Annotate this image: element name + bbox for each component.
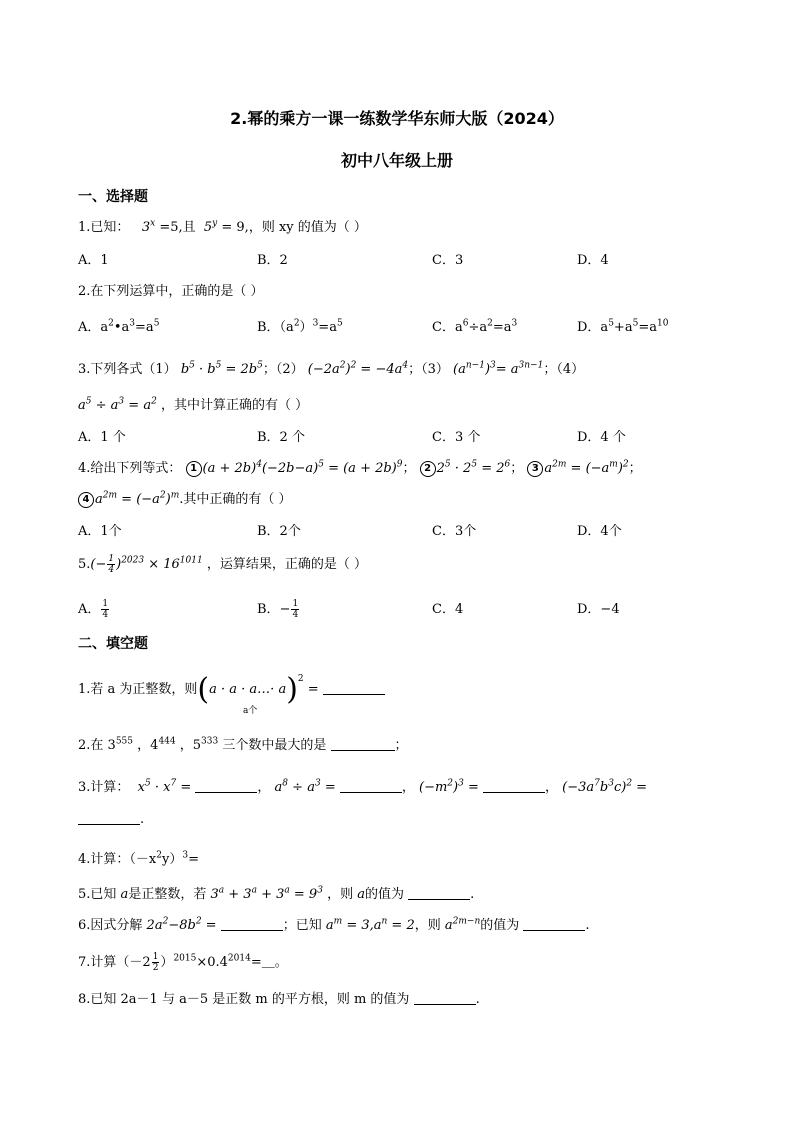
q1-option-b: B．2 [257, 253, 288, 268]
q1-lead: 1.已知： [78, 220, 130, 235]
q1-option-d: D．4 [577, 253, 609, 268]
q2-option-d: D．$a^5+a^5=a^{10}$ [577, 318, 669, 335]
q3-expr-3: $(a^{n-1})^3= a^{3n-1}$ [453, 360, 544, 377]
q1-text-b: =5,且 [159, 220, 196, 235]
q4-expr-1: $(a + 2b)^4(-2b-a)^5 = (a + 2b)^9$ [202, 459, 403, 476]
q5-expr: (− $\frac{1}{4}$ )$^{2023} \times 16^{1011}$ [90, 554, 203, 575]
circle-number-1: 1 [186, 461, 202, 477]
question-2: 2.在下列运算中，正确的是（ ） [78, 284, 264, 299]
f1-underbrace-label: a个 [243, 706, 258, 716]
q4-option-b: B．2个 [257, 524, 301, 539]
q1-base-5: 5 [203, 220, 213, 235]
f6-expr-1: $2a^2-8b^2$ = [146, 916, 217, 933]
q4-option-c: C．3个 [432, 524, 477, 539]
f3-expr-1: $x^5 \cdot x^7$ = [137, 778, 192, 795]
q5-option-a: A． $\frac{1}{4}$ [78, 599, 109, 620]
q2-option-b: B．$(a^2)^3=a^5$ [257, 318, 343, 335]
section-choice-heading: 一、选择题 [78, 189, 148, 205]
question-1 [78, 216, 367, 235]
q2-option-c: C．$a^6\div a^2=a^3$ [432, 318, 518, 335]
f3-expr-3: $(-m^2)^3$ = [419, 778, 479, 795]
q1-text-d: = 9,，则 [221, 220, 275, 235]
fill-question-1: 1.若 a 为正整数，则(a · a · a…· a)$^2$ = [78, 672, 385, 707]
f5-expr: $3^a + 3^a + 3^a = 9^3$ [210, 885, 323, 902]
q1-base-3: 3 [141, 220, 151, 235]
q4-expr-2: $2^5 \cdot 2^5 = 2^6$ [436, 459, 511, 476]
question-5: 5.(− $\frac{1}{4}$ )$^{2023} \times 16^{1011}$ ，运算结果，正确的是（ ） [78, 554, 367, 575]
answer-blank[interactable] [221, 918, 283, 931]
doc-title: 2.幂的乘方一课一练数学华东师大版（2024） [230, 109, 564, 128]
q1-option-c: C．3 [432, 253, 464, 268]
q3-option-d: D．4 个 [577, 430, 626, 445]
answer-blank[interactable] [523, 918, 585, 931]
question-4: 4.给出下列等式： 1 $(a + 2b)^4(-2b-a)^5 = (a + 2b)^9$； 2 $2^5 \cdot 2^5 = 2^6$； 3 $a^{2m} = (-a^m)^2$； [78, 459, 642, 476]
fill-question-8: 8.已知 2a－1 与 a－5 是正数 m 的平方根，则 m 的值为 . [78, 992, 480, 1007]
answer-blank[interactable] [323, 682, 385, 695]
fill-question-7: 7.计算（－2 $\frac{1}{2}$ ）$^{2015}\times 0.4^{2014}=\_$。 [78, 952, 288, 973]
answer-blank[interactable] [414, 992, 476, 1005]
q3-lead: 3.下列各式（1） [78, 362, 177, 377]
q4-option-a: A．1个 [78, 524, 122, 539]
q3-option-b: B．2 个 [257, 430, 305, 445]
q3-option-c: C．3 个 [432, 430, 481, 445]
answer-blank[interactable] [195, 780, 257, 793]
section-fill-heading: 二、填空题 [78, 636, 148, 652]
q4-expr-4: $a^{2m} = (-a^2)^m$ [95, 490, 180, 507]
circle-number-3: 3 [527, 461, 543, 477]
fill-question-2: 2.在 $3^{555}$ ，$4^{444}$ ，$5^{333}$ 三个数中最大的是 ； [78, 736, 408, 753]
q5-option-c: C．4 [432, 602, 464, 617]
q3-option-a: A．1 个 [78, 430, 126, 445]
f6-expr-2: $a^m = 3,a^n = 2$ [325, 916, 415, 933]
answer-blank[interactable] [331, 738, 395, 751]
fill-question-3: 3.计算： $x^5 \cdot x^7$ = ， $a^8 \div a^3$ = ， $(-m^2)^3$ = ， $(-3a^7b^3c)^2$ = [78, 778, 648, 795]
answer-blank[interactable] [340, 780, 402, 793]
doc-subtitle: 初中八年级上册 [340, 151, 453, 170]
q4-expr-3: $a^{2m} = (-a^m)^2$ [544, 459, 629, 476]
f3-expr-2: $a^8 \div a^3$ = [274, 778, 336, 795]
circle-number-2: 2 [420, 461, 436, 477]
fill-question-4: 4.计算：$(-x^2y)^3=$ [78, 850, 199, 867]
question-3-line2: $a^5 \div a^3 = a^2$ ，其中计算正确的有（ ） [78, 396, 309, 413]
q4-option-d: D．4个 [577, 524, 622, 539]
q1-exp-x: x [150, 218, 156, 229]
q1-text-e: xy 的值为（ ） [278, 220, 367, 235]
fill-question-3-line2: . [78, 812, 144, 827]
circle-number-4: 4 [78, 492, 94, 508]
answer-blank[interactable] [78, 812, 140, 825]
q3-expr-2: $(-2a^2)^2 = -4a^4$ [307, 360, 409, 377]
f1-expr: a · a · a…· a [209, 682, 287, 697]
fill-question-5: 5.已知 a是正整数，若 $3^a + 3^a + 3^a = 9^3$ ，则 a的值为 . [78, 885, 475, 902]
q3-expr-4: $a^5 \div a^3 = a^2$ [78, 396, 157, 413]
q1-option-a: A．1 [78, 253, 109, 268]
q5-option-b: B．− $\frac{1}{4}$ [257, 599, 299, 620]
answer-blank[interactable] [408, 887, 470, 900]
fill-question-6: 6.因式分解 $2a^2-8b^2$ = ；已知 $a^m = 3,a^n = 2$，则 $a^{2m-n}$的值为 . [78, 916, 590, 933]
f3-expr-4: $(-3a^7b^3c)^2$ = [562, 778, 648, 795]
answer-blank[interactable] [483, 780, 545, 793]
question-3: 3.下列各式（1） $b^5 \cdot b^5 = 2b^5$；（2） $(-2a^2)^2 = -4a^4$；（3） $(a^{n-1})^3= a^{3n-1}$；（4） [78, 360, 585, 377]
q3-expr-1: $b^5 \cdot b^5 = 2b^5$ [180, 360, 263, 377]
q1-exp-y: y [212, 218, 218, 229]
question-4-line2: 4 $a^{2m} = (-a^2)^m$.其中正确的有（ ） [78, 488, 292, 508]
f6-expr-3: $a^{2m-n}$ [444, 916, 481, 933]
q2-option-a: A．$a^2•a^3=a^5$ [78, 318, 160, 335]
q5-option-d: D．−4 [577, 602, 620, 617]
